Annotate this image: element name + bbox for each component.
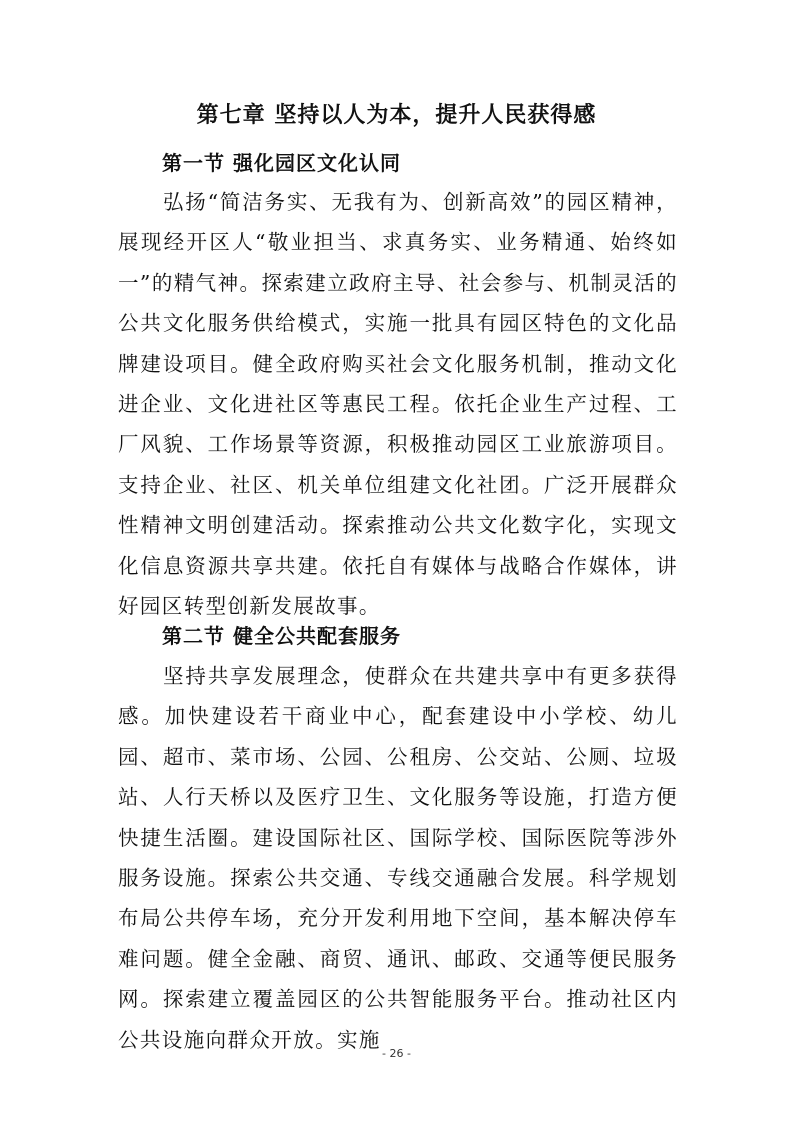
page-number: - 26 - (382, 1047, 411, 1060)
section-paragraph-2: 坚持共享发展理念，使群众在共建共享中有更多获得感。加快建设若干商业中心，配套建设中小学校、幼儿园、超市、菜市场、公园、公租房、公交站、公厕、垃圾站、人行天桥以及医疗卫生、文化服务等设施，打造方便快捷生活圈。建设国际社区、国际学校、国际医院等涉外服务设施。探索公共交通、专线交通融合发展。科学规划布局公共停车场，充分开发利用地下空间，基本解决停车难问题。健全金融、商贸、通讯、邮政、交通等便民服务网。探索建立覆盖园区的公共智能服务平台。推动社区内公共设施向群众开放。实施 (118, 664, 678, 1052)
section-paragraph-1: 弘扬“简洁务实、无我有为、创新高效”的园区精神，展现经开区人“敬业担当、求真务实、业务精通、始终如一”的精气神。探索建立政府主导、社会参与、机制灵活的公共文化服务供给模式，实施一批具有园区特色的文化品牌建设项目。健全政府购买社会文化服务机制，推动文化进企业、文化进社区等惠民工程。依托企业生产过程、工厂风貌、工作场景等资源，积极推动园区工业旅游项目。支持企业、社区、机关单位组建文化社团。广泛开展群众性精神文明创建活动。探索推动公共文化数字化，实现文化信息资源共享共建。依托自有媒体与战略合作媒体，讲好园区转型创新发展故事。 (118, 190, 678, 619)
section-heading-1: 第一节 强化园区文化认同 (162, 151, 401, 175)
section-heading-2: 第二节 健全公共配套服务 (162, 624, 401, 648)
chapter-title: 第七章 坚持以人为本，提升人民获得感 (196, 103, 597, 128)
